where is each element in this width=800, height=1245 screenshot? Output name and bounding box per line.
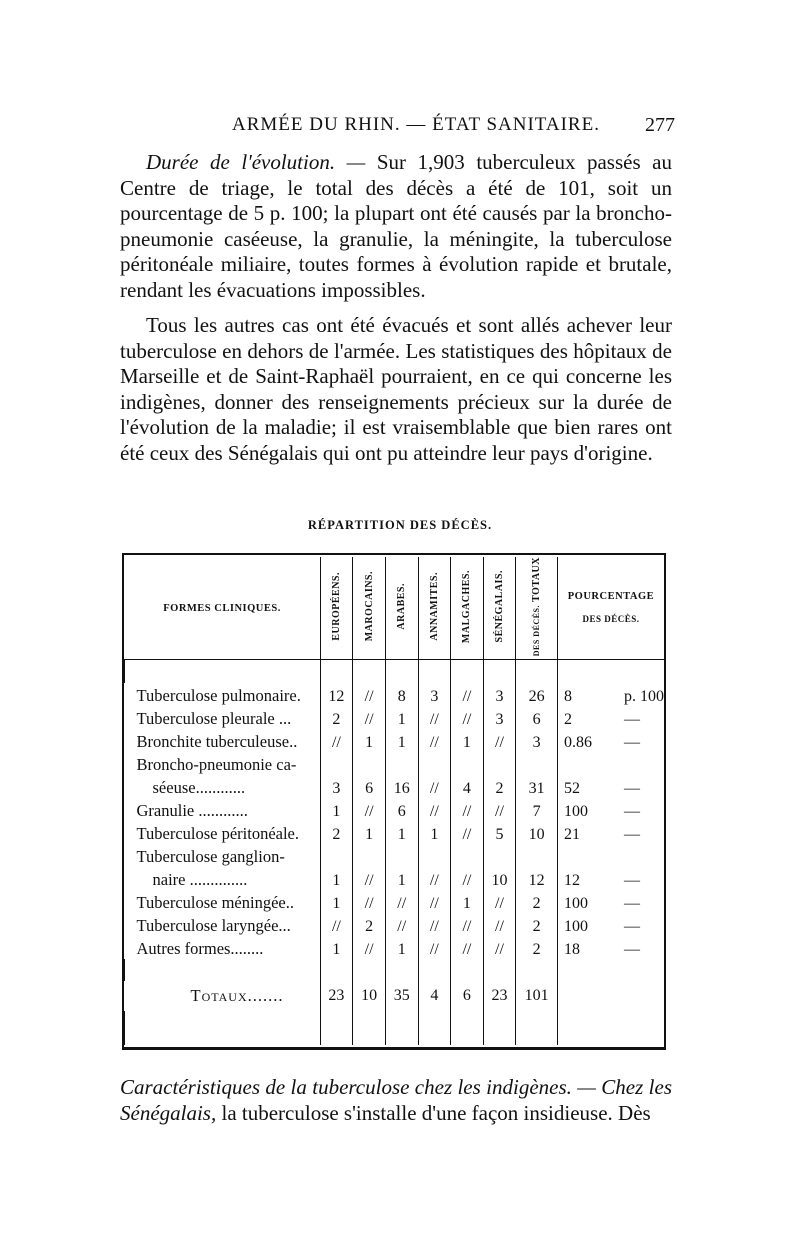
header-malgaches: MALGACHES.: [451, 557, 484, 660]
table-row: séeuse............ 3 6 16 // 4 2 31 52 —: [125, 775, 665, 798]
paragraph-caracteristiques: [120, 1075, 672, 1126]
table-row: Tuberculose ganglion-: [125, 844, 665, 867]
paragraph-text: Sur 1,903 tuberculeux passés au Centre de triage, le total des décès a été de 101, soit un pourcentage de 5 p. 100; la plupart ont été causés par la broncho-pneumonie caséeuse, la granulie, la méningite, la tuberculose péritonéale miliaire, toutes formes à évolution rapide et brutale, rendant les évacuations impossibles.: [120, 150, 672, 302]
table-row: Autres formes........ 1 // 1 // // // 2 18 —: [125, 936, 665, 959]
header-arabes: ARABES.: [385, 557, 418, 660]
table-row: Tuberculose laryngée... // 2 // // // // 2 100 —: [125, 913, 665, 936]
running-head: [0, 114, 800, 144]
table-row: Tuberculose péritonéale. 2 1 1 1 // 5 10 21 —: [125, 821, 665, 844]
deaths-table: [124, 557, 664, 1045]
table-row: Granulie ............ 1 // 6 // // // 7 100 —: [125, 798, 665, 821]
totals-label: Totaux.......: [190, 986, 284, 1006]
paragraph-duree-evolution: [120, 150, 672, 303]
table-row: Tuberculose pulmonaire. 12 // 8 3 // 3 26 8 p. 100: [125, 683, 665, 706]
table-row: Bronchite tuberculeuse.. // 1 1 // 1 // 3 0.86 —: [125, 729, 665, 752]
table-caption: RÉPARTITION DES DÉCÈS.: [307, 518, 493, 532]
totals-row: Totaux....... 23 10 35 4 6 23 101: [125, 981, 665, 1011]
header-formes: FORMES CLINIQUES.: [163, 602, 281, 614]
table-row: Tuberculose méningée.. 1 // // // 1 // 2 100 —: [125, 890, 665, 913]
header-pourcentage: POURCENTAGE DES DÉCÈS.: [557, 557, 664, 660]
paragraph-lead: Caractéristiques de la tuberculose chez les indigènes. — Chez les Sénégalais,: [120, 1075, 672, 1125]
header-europeens: EUROPÉENS.: [320, 557, 353, 660]
header-marocains: MAROCAINS.: [353, 557, 386, 660]
table-row: Tuberculose pleurale ... 2 // 1 // // 3 6 2 —: [125, 706, 665, 729]
running-title: ARMÉE DU RHIN. — ÉTAT SANITAIRE.: [232, 114, 600, 135]
header-senegalais: SÉNÉGALAIS.: [483, 557, 516, 660]
paragraph-evacuations: Tous les autres cas ont été évacués et sont allés achever leur tuberculose en dehors de l'armée. Les statistiques des hôpitaux de Marseille et de Saint-Raphaël pourraient, en ce qui concerne les indigènes, donner des renseignements précieux sur la durée de l'évolution de la maladie; il est vraisemblable que bien rares ont été ceux des Sénégalais qui ont pu atteindre leur pays d'origine.: [120, 313, 672, 465]
table-row: Broncho-pneumonie ca-: [125, 752, 665, 775]
header-totaux: TOTAUX DES DÉCÈS.: [516, 557, 558, 660]
paragraph-text: la tuberculose s'installe d'une façon insidieuse. Dès: [216, 1100, 651, 1125]
header-annamites: ANNAMITES.: [418, 557, 451, 660]
table-row: naire .............. 1 // 1 // // 10 12 12 —: [125, 867, 665, 890]
page-number: 277: [645, 114, 675, 136]
paragraph-lead: Durée de l'évolution. —: [146, 150, 366, 174]
